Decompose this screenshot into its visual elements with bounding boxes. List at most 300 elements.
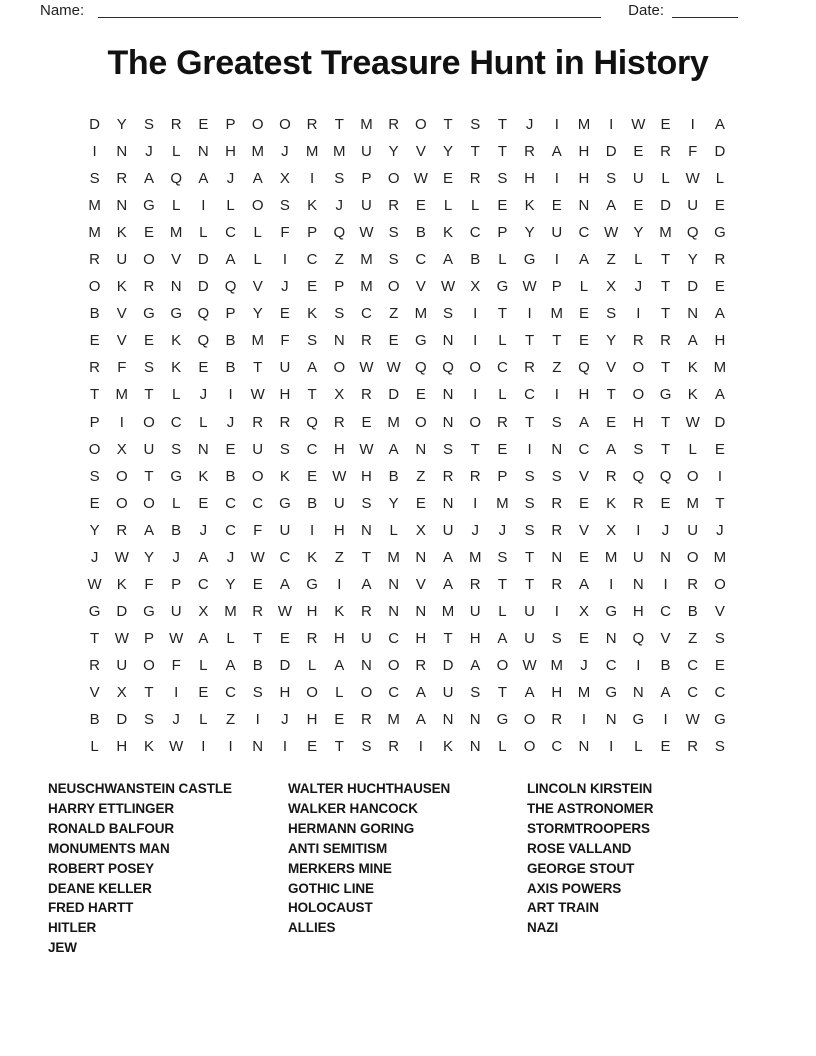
grid-letter: J (580, 656, 588, 674)
grid-letter: W (277, 602, 292, 620)
grid-letter: S (497, 170, 508, 188)
grid-letter: N (333, 332, 345, 350)
grid-letter: N (442, 711, 454, 729)
grid-letter: M (686, 494, 699, 512)
grid-letter: N (361, 521, 372, 539)
grid-letter: A (443, 575, 454, 593)
grid-letter: E (714, 197, 725, 215)
grid-letter: R (551, 711, 563, 729)
grid-letter: A (198, 548, 209, 566)
grid-letter: F (253, 521, 263, 539)
word-list-item: DEANE KELLER (48, 880, 152, 896)
grid-letter: S (524, 494, 535, 512)
grid-letter: H (578, 143, 590, 161)
grid-letter: Q (170, 170, 182, 188)
grid-letter: D (388, 386, 400, 404)
grid-letter: I (310, 170, 315, 188)
grid-letter: A (524, 684, 535, 701)
grid-letter: E (279, 305, 290, 323)
grid-letter: Y (388, 494, 399, 512)
grid-letter: Z (552, 359, 562, 377)
grid-letter: R (469, 575, 481, 593)
grid-letter: S (361, 738, 372, 756)
grid-letter: S (714, 738, 725, 756)
grid-letter: S (388, 251, 399, 269)
grid-letter: E (578, 548, 589, 566)
grid-letter: K (116, 278, 127, 296)
grid-letter: I (527, 440, 532, 458)
grid-letter: I (663, 575, 668, 593)
grid-letter: Z (416, 467, 426, 485)
grid-letter: I (201, 197, 206, 215)
grid-letter: W (87, 575, 102, 593)
grid-letter: A (252, 170, 263, 188)
grid-letter: V (415, 278, 426, 296)
grid-letter: B (307, 494, 318, 512)
grid-letter: N (442, 332, 454, 350)
grid-letter: A (497, 629, 508, 647)
grid-letter: S (497, 548, 508, 566)
grid-letter: W (250, 548, 265, 566)
grid-letter: O (387, 656, 400, 674)
grid-letter: A (578, 413, 589, 431)
grid-letter: Q (632, 629, 645, 647)
grid-letter: T (90, 386, 100, 404)
grid-letter: C (170, 413, 182, 431)
grid-letter: S (388, 224, 399, 242)
grid-letter: F (171, 656, 181, 674)
grid-letter: P (307, 224, 318, 242)
grid-letter: G (88, 602, 101, 620)
grid-letter: X (116, 440, 127, 458)
word-list-item: STORMTROOPERS (527, 820, 650, 836)
grid-letter: G (605, 684, 617, 701)
grid-letter: E (143, 332, 154, 350)
grid-letter: U (632, 170, 644, 188)
grid-letter: E (578, 494, 589, 512)
grid-letter: R (469, 170, 481, 188)
grid-letter: M (468, 548, 482, 566)
grid-letter: T (90, 629, 100, 647)
grid-letter: I (473, 305, 478, 323)
grid-letter: E (497, 197, 508, 215)
grid-letter: T (525, 332, 535, 350)
grid-letter: U (687, 197, 699, 215)
grid-letter: S (279, 440, 290, 458)
grid-letter: F (117, 359, 127, 377)
grid-letter: U (551, 224, 563, 242)
word-list-item: ANTI SEMITISM (288, 840, 388, 856)
grid-letter: K (116, 575, 127, 593)
grid-letter: A (334, 656, 345, 674)
grid-letter: T (361, 548, 372, 566)
name-fill-line (98, 2, 601, 18)
grid-letter: J (226, 548, 235, 566)
grid-letter: N (415, 602, 427, 620)
grid-letter: W (604, 224, 619, 242)
grid-letter: H (333, 521, 345, 539)
grid-letter: D (116, 602, 128, 620)
grid-letter: G (496, 278, 509, 296)
grid-letter: L (688, 440, 697, 458)
grid-letter: N (605, 711, 617, 729)
grid-letter: Y (633, 224, 644, 242)
grid-letter: W (359, 440, 374, 458)
word-list-item: NEUSCHWANSTEIN CASTLE (48, 781, 232, 796)
grid-letter: C (687, 656, 699, 674)
grid-letter: R (89, 359, 101, 377)
grid-letter: L (498, 386, 507, 404)
grid-letter: T (552, 332, 562, 350)
grid-letter: I (527, 305, 532, 323)
grid-letter: K (116, 224, 127, 242)
grid-letter: M (387, 711, 400, 729)
grid-letter: I (473, 332, 478, 350)
grid-letter: I (609, 738, 614, 756)
grid-letter: M (713, 548, 727, 566)
grid-letter: C (225, 224, 236, 242)
grid-letter: L (579, 278, 589, 296)
grid-letter: B (388, 467, 399, 485)
grid-letter: N (116, 143, 128, 161)
grid-letter: T (470, 440, 480, 458)
grid-letter: R (116, 170, 128, 188)
grid-letter: P (225, 305, 236, 323)
grid-letter: F (280, 332, 290, 350)
grid-letter: C (660, 602, 671, 620)
grid-letter: Y (606, 332, 617, 350)
word-list-item: FRED HARTT (48, 900, 134, 916)
grid-letter: H (333, 440, 345, 458)
grid-letter: E (334, 711, 345, 729)
grid-letter: M (387, 548, 400, 566)
grid-letter: C (225, 494, 236, 512)
word-list-item: HITLER (48, 920, 97, 936)
grid-letter: S (606, 170, 617, 188)
grid-letter: M (550, 656, 564, 674)
grid-letter: O (469, 413, 482, 431)
grid-letter: C (361, 305, 372, 323)
grid-letter: D (279, 656, 291, 674)
grid-letter: A (687, 332, 698, 350)
grid-letter: T (443, 629, 453, 647)
grid-letter: R (660, 143, 671, 161)
grid-letter: R (469, 467, 481, 485)
grid-letter: W (386, 359, 401, 377)
grid-letter: E (443, 170, 454, 188)
word-search-grid (81, 111, 734, 760)
grid-letter: A (361, 575, 372, 593)
grid-letter: L (498, 251, 507, 269)
grid-letter: O (88, 440, 101, 458)
grid-letter: I (119, 413, 124, 431)
grid-letter: S (252, 684, 263, 701)
grid-letter: V (578, 521, 589, 539)
grid-letter: F (688, 143, 698, 161)
grid-letter: D (442, 656, 454, 674)
grid-letter: O (469, 359, 482, 377)
grid-letter: M (251, 332, 264, 350)
grid-letter: Y (388, 143, 399, 161)
grid-letter: W (522, 656, 537, 674)
grid-letter: W (631, 116, 646, 134)
grid-letter: Q (632, 467, 645, 485)
grid-letter: I (717, 467, 722, 485)
grid-letter: H (279, 386, 291, 404)
grid-letter: P (361, 170, 372, 188)
grid-letter: E (633, 143, 644, 161)
grid-letter: E (361, 413, 372, 431)
grid-letter: D (197, 251, 209, 269)
grid-letter: S (443, 305, 454, 323)
grid-letter: A (143, 170, 154, 188)
grid-letter: M (305, 143, 319, 161)
grid-letter: R (89, 251, 101, 269)
grid-letter: B (89, 711, 100, 729)
grid-letter: H (578, 170, 590, 188)
grid-letter: E (307, 738, 318, 756)
grid-letter: P (551, 278, 562, 296)
grid-letter: A (415, 711, 426, 729)
grid-letter: I (554, 251, 559, 269)
word-list-item: GEORGE STOUT (527, 860, 635, 876)
grid-letter: M (387, 413, 400, 431)
grid-letter: M (360, 278, 373, 296)
grid-letter: Q (686, 224, 699, 242)
grid-letter: K (279, 467, 290, 485)
word-list-item: AXIS POWERS (527, 880, 622, 896)
word-list-column (48, 779, 288, 958)
grid-letter: L (335, 684, 344, 701)
grid-letter: A (279, 575, 290, 593)
grid-letter: J (199, 386, 208, 404)
grid-letter: H (551, 684, 563, 701)
grid-letter: U (116, 251, 128, 269)
word-list-column (527, 779, 796, 958)
grid-letter: L (171, 494, 181, 512)
grid-letter: R (361, 386, 372, 404)
grid-letter: V (116, 305, 127, 323)
grid-letter: Z (334, 251, 344, 269)
grid-letter: I (228, 386, 233, 404)
grid-letter: Q (224, 278, 237, 296)
word-list-item: GOTHIC LINE (288, 880, 374, 896)
grid-letter: V (171, 251, 182, 269)
grid-letter: V (415, 143, 426, 161)
grid-letter: E (497, 440, 508, 458)
grid-letter: T (253, 629, 263, 647)
grid-letter: F (144, 575, 154, 593)
grid-letter: M (333, 143, 346, 161)
grid-letter: T (497, 575, 507, 593)
grid-letter: O (387, 278, 400, 296)
grid-letter: G (143, 602, 155, 620)
grid-letter: R (415, 656, 427, 674)
grid-letter: J (634, 278, 643, 296)
grid-letter: I (554, 170, 559, 188)
grid-letter: E (198, 359, 209, 377)
grid-letter: C (578, 224, 590, 242)
grid-letter: I (554, 116, 559, 134)
grid-letter: V (116, 332, 127, 350)
grid-letter: A (198, 629, 209, 647)
grid-letter: I (255, 711, 260, 729)
grid-letter: G (632, 711, 645, 729)
grid-letter: N (632, 575, 644, 593)
grid-letter: S (143, 116, 154, 134)
grid-letter: Q (197, 305, 210, 323)
grid-letter: E (198, 684, 209, 701)
word-list (48, 779, 796, 958)
grid-letter: E (714, 656, 725, 674)
grid-letter: E (307, 467, 318, 485)
grid-letter: J (226, 170, 235, 188)
grid-letter: L (498, 602, 507, 620)
grid-letter: L (498, 332, 507, 350)
grid-letter: K (687, 359, 698, 377)
grid-letter: J (471, 521, 479, 539)
grid-letter: Z (688, 629, 698, 647)
word-list-item: ROBERT POSEY (48, 860, 155, 876)
grid-letter: E (89, 332, 100, 350)
grid-letter: M (360, 251, 373, 269)
grid-letter: H (333, 629, 345, 647)
grid-letter: X (606, 278, 617, 296)
grid-letter: U (170, 602, 182, 620)
grid-letter: C (496, 359, 508, 377)
grid-letter: S (89, 467, 100, 485)
grid-letter: A (388, 440, 399, 458)
grid-letter: T (497, 684, 507, 701)
grid-letter: E (143, 224, 154, 242)
grid-letter: B (89, 305, 100, 323)
grid-letter: O (686, 467, 699, 485)
grid-letter: S (279, 197, 290, 215)
grid-letter: H (306, 602, 318, 620)
grid-letter: O (115, 494, 128, 512)
grid-letter: L (389, 521, 398, 539)
grid-letter: L (634, 251, 643, 269)
grid-letter: T (660, 413, 671, 431)
grid-letter: V (660, 629, 671, 647)
grid-letter: A (225, 251, 236, 269)
grid-letter: R (361, 602, 372, 620)
grid-letter: W (685, 413, 700, 431)
grid-letter: I (609, 575, 614, 593)
grid-letter: W (114, 548, 129, 566)
grid-letter: K (606, 494, 617, 512)
grid-letter: K (524, 197, 535, 215)
grid-letter: O (251, 467, 264, 485)
grid-letter: E (714, 440, 725, 458)
page-title: The Greatest Treasure Hunt in History (107, 44, 709, 82)
grid-letter: J (281, 143, 289, 161)
grid-letter: O (523, 711, 536, 729)
grid-letter: W (413, 170, 428, 188)
grid-letter: E (660, 494, 671, 512)
grid-letter: E (252, 575, 263, 593)
grid-letter: R (632, 494, 644, 512)
grid-letter: H (116, 738, 128, 756)
grid-letter: J (498, 521, 507, 539)
grid-letter: K (171, 359, 182, 377)
grid-letter: M (414, 305, 428, 323)
grid-letter: J (335, 197, 344, 215)
grid-letter: W (685, 170, 700, 188)
grid-letter: G (170, 467, 182, 485)
grid-letter: R (89, 656, 101, 674)
grid-letter: T (443, 116, 453, 134)
grid-letter: E (415, 386, 426, 404)
word-list-item: MERKERS MINE (288, 860, 392, 876)
grid-letter: M (360, 116, 373, 134)
grid-letter: Z (389, 305, 399, 323)
grid-letter: M (115, 386, 129, 404)
grid-letter: U (524, 602, 536, 620)
grid-letter: U (361, 629, 372, 647)
grid-letter: N (116, 197, 128, 215)
grid-letter: E (551, 197, 562, 215)
grid-letter: Q (415, 359, 427, 377)
grid-letter: D (714, 413, 726, 431)
grid-letter: S (633, 440, 644, 458)
grid-letter: B (225, 332, 236, 350)
grid-letter: A (198, 170, 209, 188)
grid-letter: E (415, 494, 426, 512)
grid-letter: R (551, 494, 563, 512)
word-list-item: ART TRAIN (527, 900, 599, 916)
grid-letter: R (361, 332, 372, 350)
grid-letter: L (199, 413, 208, 431)
grid-letter: J (716, 521, 724, 539)
grid-letter: P (171, 575, 182, 593)
grid-letter: V (415, 575, 426, 593)
grid-letter: H (306, 711, 318, 729)
grid-letter: K (443, 224, 454, 242)
grid-letter: B (171, 521, 182, 539)
grid-letter: E (279, 629, 290, 647)
grid-letter: R (551, 521, 563, 539)
grid-letter: A (578, 251, 589, 269)
grid-letter: S (143, 711, 154, 729)
grid-letter: Q (197, 332, 210, 350)
grid-letter: U (524, 629, 536, 647)
grid-letter: J (281, 711, 289, 729)
grid-letter: J (525, 116, 534, 134)
grid-letter: R (496, 413, 508, 431)
grid-letter: R (116, 521, 128, 539)
grid-letter: L (661, 170, 670, 188)
grid-letter: R (279, 413, 291, 431)
grid-letter: O (415, 116, 427, 134)
grid-letter: U (361, 197, 372, 215)
name-label: Name: (40, 2, 85, 19)
grid-letter: A (551, 143, 562, 161)
grid-letter: T (497, 116, 507, 134)
grid-letter: N (415, 548, 427, 566)
grid-letter: H (469, 629, 481, 647)
grid-letter: Q (578, 359, 590, 377)
grid-letter: D (197, 278, 209, 296)
grid-letter: I (282, 251, 287, 269)
grid-letter: B (660, 656, 671, 674)
grid-letter: I (554, 386, 559, 404)
grid-letter: R (388, 738, 400, 756)
grid-letter: O (333, 359, 346, 377)
grid-letter: L (471, 197, 480, 215)
grid-letter: W (169, 629, 184, 647)
grid-letter: I (473, 494, 478, 512)
